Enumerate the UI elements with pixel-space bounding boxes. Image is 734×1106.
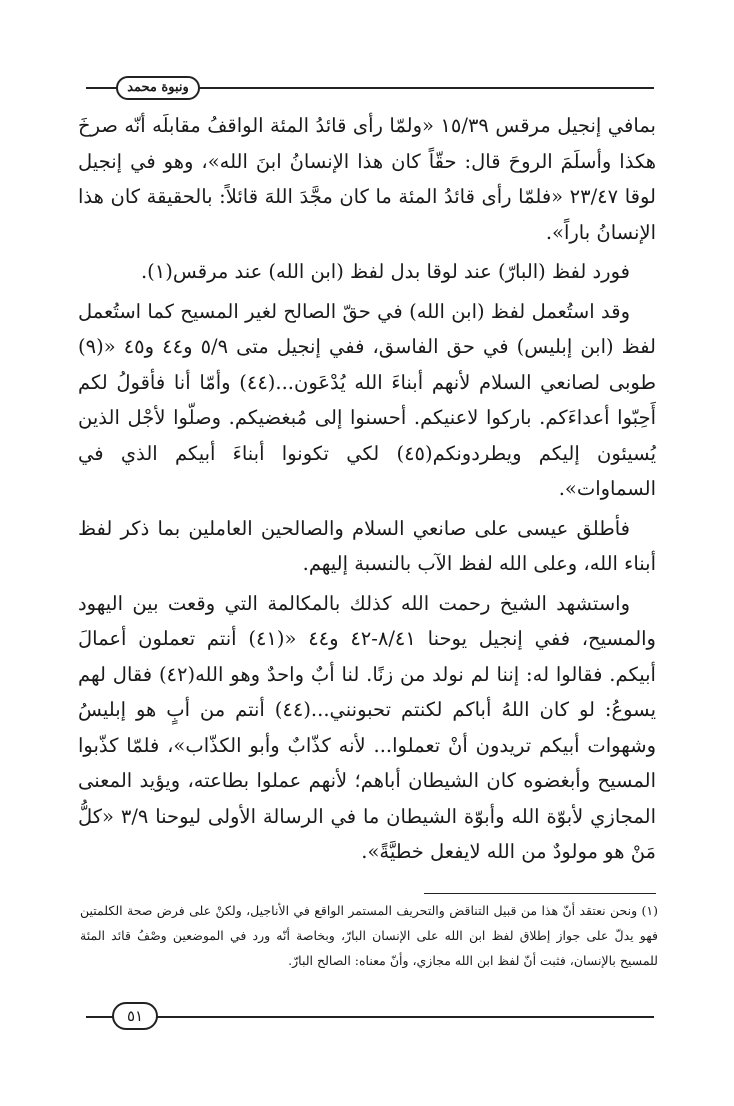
- footnote-separator: [424, 893, 656, 894]
- paragraph: فورد لفظ (البارّ) عند لوقا بدل لفظ (ابن الله) عند مرقس(١).: [140, 260, 630, 283]
- footnote: [80, 898, 658, 973]
- footer-rule: [86, 1016, 654, 1018]
- paragraph: وقد استُعمل لفظ (ابن الله) في حقّ الصالح لغير المسيح كما استُعمل لفظ (ابن إبليس) في حق الفاسق، ففي إنجيل متى ٥/٩ و٤٤ و٤٥ «(٩) طوبى لصانعي السلام لأنهم أبناءَ الله يُدْعَون...(٤٤) وأمّا أنا فأقولُ لكم أَحِبّوا أعداءَكم. باركوا لاعنيكم. أحسنوا إلى مُبغضيكم. وصلّوا لأجْل الذين يُسيئون إليكم ويطردونكم(٤٥) لكي تكونوا أبناءَ أبيكم الذي في السماوات».: [78, 299, 656, 500]
- footnote-text: (١) ونحن نعتقد أنّ هذا من قبيل التناقض والتحريف المستمر الواقع في الأناجيل، ولكنْ على فرض صحة الكلمتين فهو يدلّ على جواز إطلاق لفظ ابن الله على الإنسان البارّ، وبخاصة أنّه ورد في الموضعين وصْفُ قائد المئة للمسيح بالإنسان، فثبت أنّ لفظ ابن الله مجازي، وأنّ معناه: الصالح البارّ.: [80, 903, 658, 968]
- paragraph: فأطلق عيسى على صانعي السلام والصالحين العاملين بما ذكر لفظ أبناء الله، وعلى الله لفظ الآب بالنسبة إليهم.: [78, 516, 656, 575]
- main-text: [78, 108, 656, 874]
- page-number: ٥١: [112, 1002, 158, 1030]
- paragraph: بمافي إنجيل مرقس ١٥/٣٩ «ولمّا رأى قائدُ المئة الواقفُ مقابلَه أنّه صرخَ هكذا وأسلَمَ الروحَ قال: حقّاً كان هذا الإنسانُ ابنَ الله»، وهو في إنجيل لوقا ٢٣/٤٧ «فلمّا رأى قائدُ المئة ما كان مجَّدَ اللهَ قائلاً: بالحقيقة كان هذا الإنسانُ باراً».: [78, 114, 656, 244]
- paragraph: واستشهد الشيخ رحمت الله كذلك بالمكالمة التي وقعت بين اليهود والمسيح، ففي إنجيل يوحنا ٨/٤١-٤٢ و٤٤ «(٤١) أنتم تعملون أعمالَ أبيكم. فقالوا له: إننا لم نولد من زنًا. لنا أبٌ واحدٌ وهو الله(٤٢) فقال لهم يسوعُ: لو كان اللهُ أباكم لكنتم تحبونني...(٤٤) أنتم من أبٍ هو إبليسُ وشهوات أبيكم تريدون أنْ تعملوا... لأنه كذّابٌ وأبو الكذّاب»، فلمّا كذّبوا المسيح وأبغضوه كان الشيطان أباهم؛ لأنهم عملوا بطاعته، ويؤيد المعنى المجازي لأبوّة الله وأبوّة الشيطان ما في الرسالة الأولى ليوحنا ٣/٩ «كلُّ مَنْ هو مولودٌ من الله لايفعل خطيَّةً».: [78, 591, 656, 863]
- running-title: ونبوة محمد: [116, 76, 200, 100]
